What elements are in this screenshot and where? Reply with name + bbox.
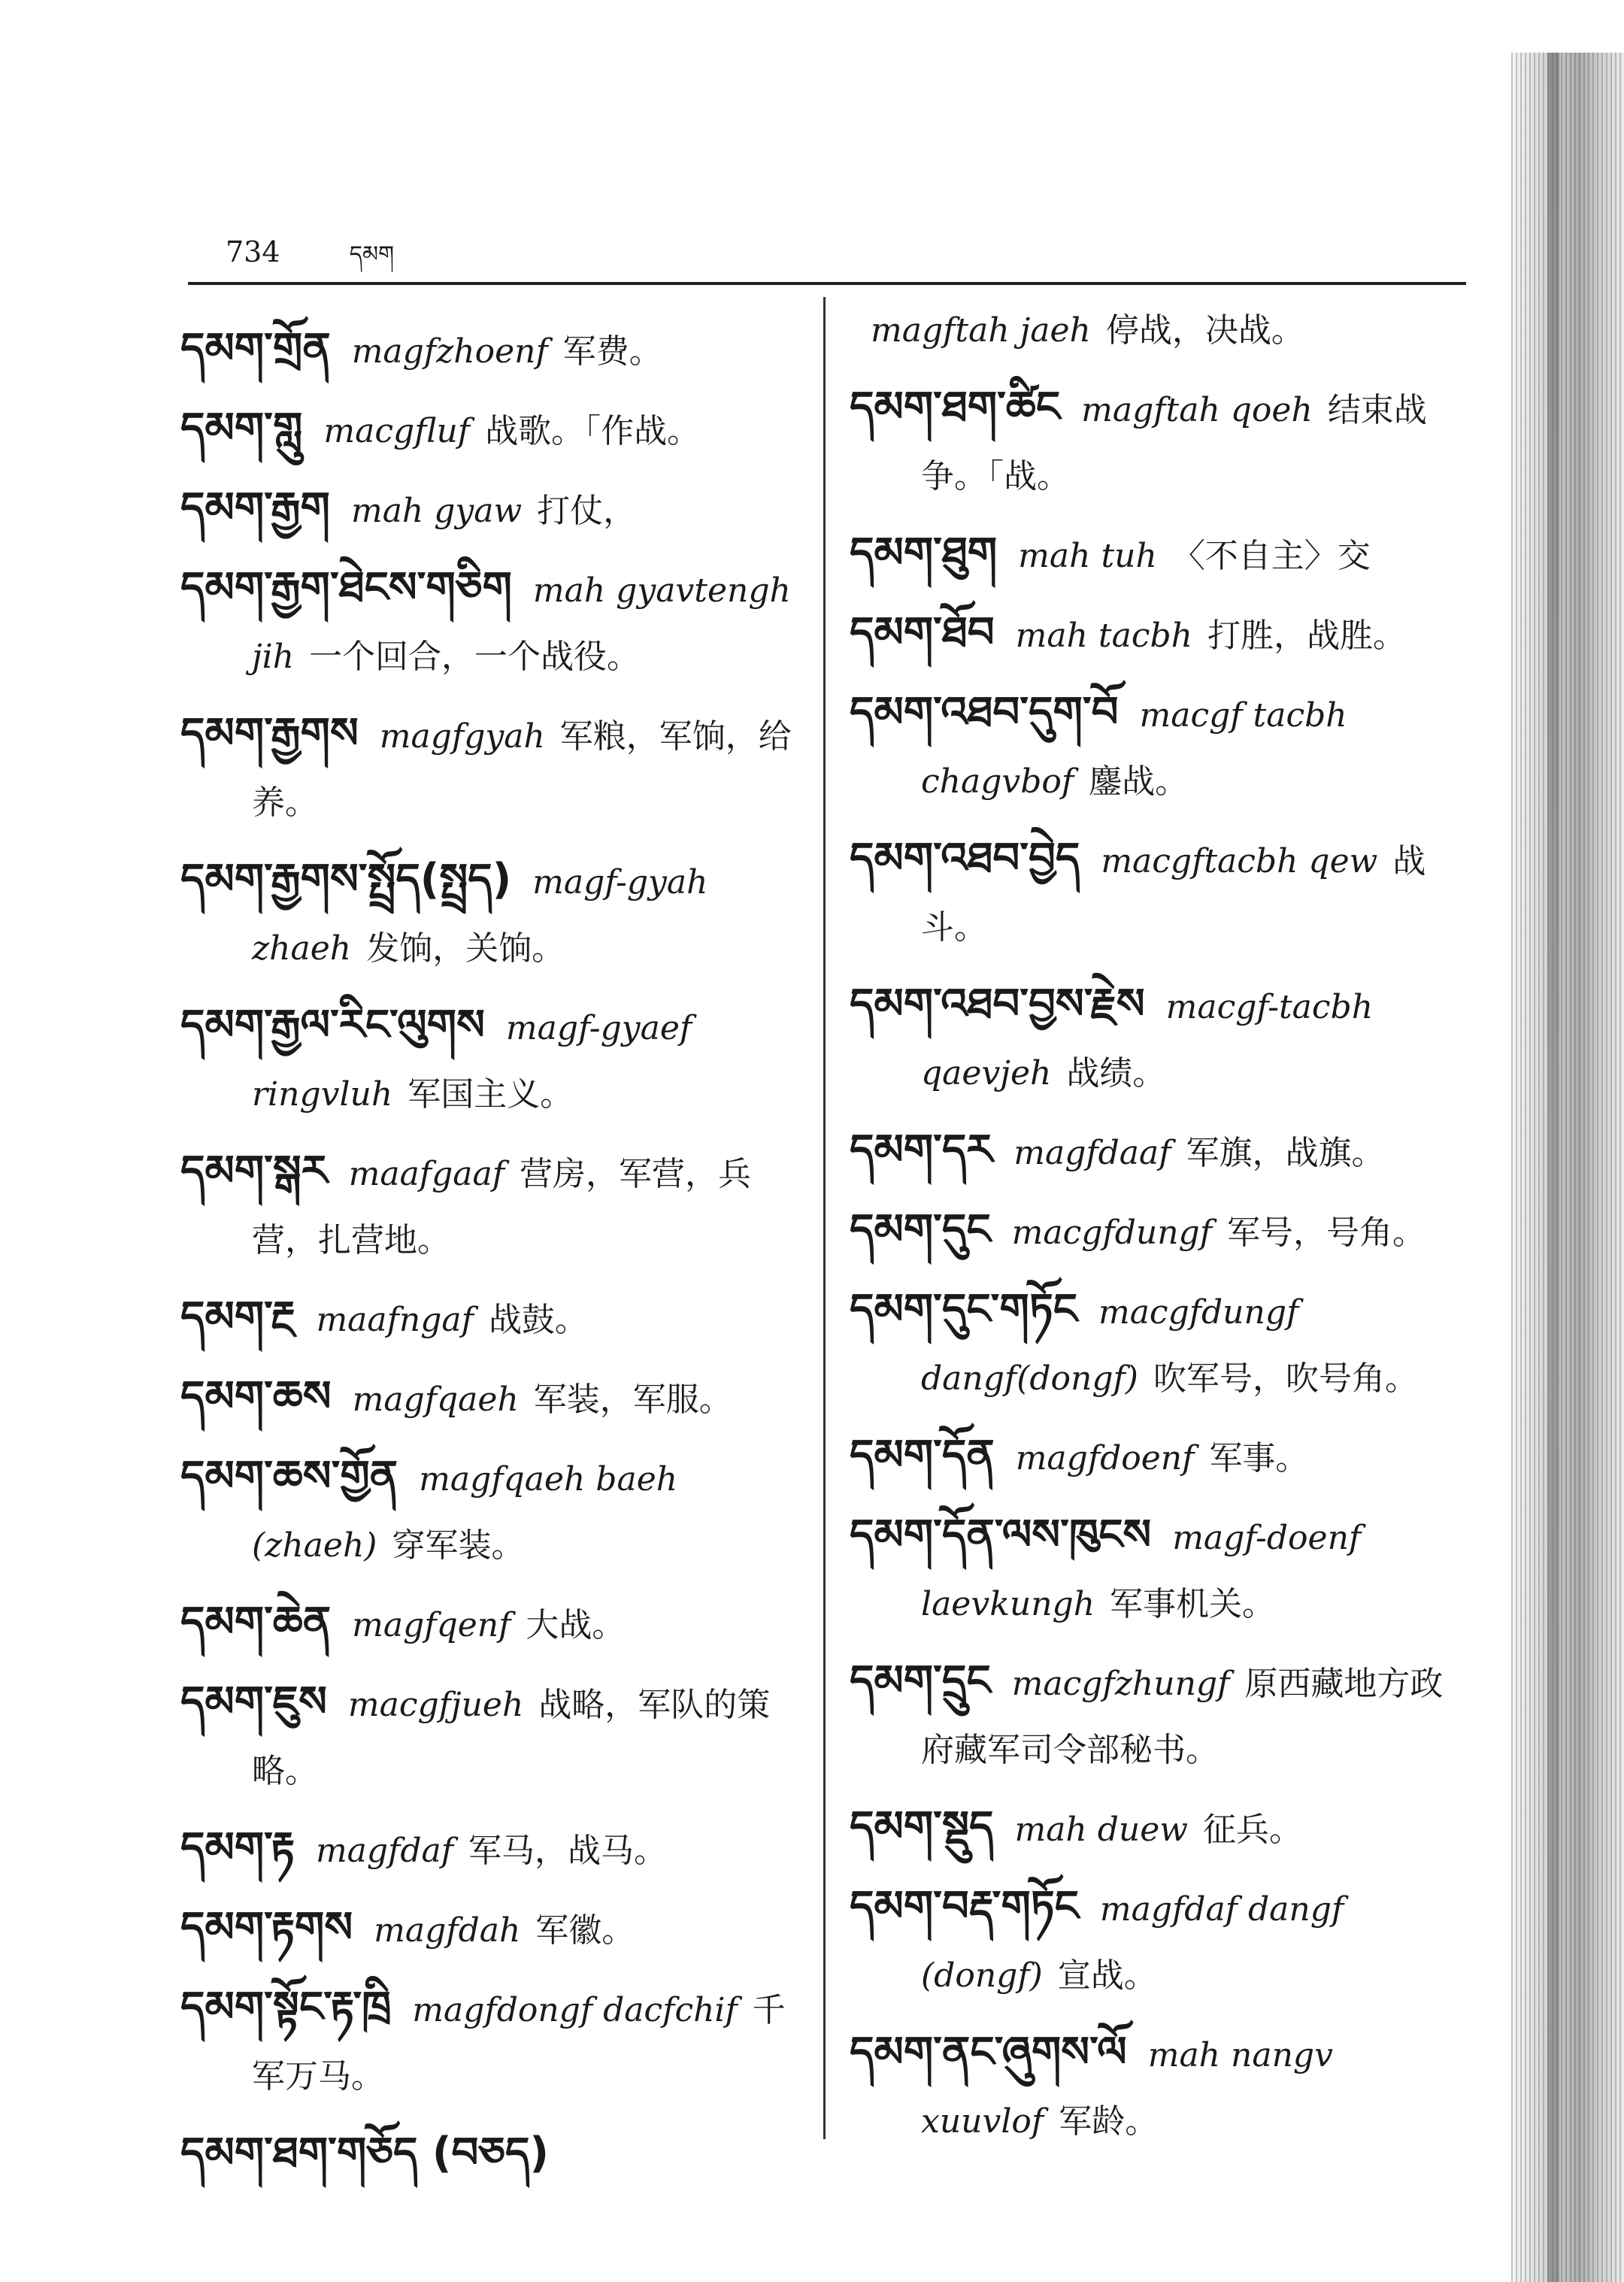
entry-romanization: magfdaaf: [1013, 1134, 1171, 1172]
dictionary-entry: [180, 847, 797, 982]
entry-headword: དམག་རྒྱལ་རིང་ལུགས: [180, 1001, 485, 1050]
entry-gloss: 战歌。「作战。: [485, 412, 701, 450]
entry-romanization: macgfdungf dangf(dongf): [921, 1293, 1299, 1398]
entry-headword: དམག་ཐག་ཚིང: [850, 383, 1061, 432]
entry-gloss: 千军万马。: [252, 1991, 786, 2096]
entry-romanization: magfqaeh baeh (zhaeh): [252, 1460, 678, 1565]
entry-gloss: 军号，号角。: [1227, 1214, 1426, 1252]
column-divider: [823, 297, 826, 2139]
entry-headword: དམག་བརྡ་གཏོང: [850, 1882, 1079, 1931]
entry-romanization: macgfdungf: [1011, 1214, 1212, 1252]
entry-gloss: 战绩。: [1066, 1054, 1166, 1093]
dictionary-entry: [850, 680, 1474, 815]
dictionary-entry: [850, 826, 1474, 961]
entry-gloss: 军粮，军饷，给养。: [252, 717, 792, 822]
entry-headword: དམག་རྒྱག: [180, 483, 330, 532]
entry-romanization: magf-doenf laevkungh: [921, 1519, 1362, 1623]
entry-romanization: mah gyavtengh jih: [252, 571, 791, 676]
dictionary-entry: [180, 1895, 797, 1964]
dictionary-entry: [850, 1502, 1474, 1638]
entry-headword: དམག་ཆེན: [180, 1598, 332, 1647]
dictionary-entry: [180, 1138, 797, 1274]
entry-romanization: macgf tacbh chagvbof: [921, 696, 1347, 801]
entry-headword: དམག་རྒྱགས: [180, 709, 359, 758]
dictionary-entry: [180, 1444, 797, 1579]
entry-headword: དམག་དོན: [850, 1431, 995, 1480]
running-head: དམག: [349, 241, 395, 268]
entry-gloss: 军国主义。: [408, 1075, 574, 1114]
entry-romanization: magftah qoeh: [1081, 391, 1313, 429]
entry-headword: དམག་དྲུང: [850, 1656, 991, 1705]
entry-gloss: 结束战争。「战。: [921, 391, 1427, 495]
left-column: [180, 316, 797, 2200]
entry-romanization: maafngaf: [316, 1301, 474, 1339]
entry-headword: དམག་ཆས: [180, 1372, 332, 1421]
entry-gloss: 吹军号，吹号角。: [1153, 1359, 1418, 1398]
entry-gloss: 战斗。: [921, 842, 1426, 947]
entry-romanization: macgfluf: [323, 412, 471, 450]
dictionary-entry: [850, 1277, 1474, 1412]
dictionary-entry: [180, 1590, 797, 1659]
entry-romanization: mah tacbh: [1015, 617, 1192, 655]
entry-headword: དམག་རྟ: [180, 1823, 295, 1872]
dictionary-entry: [180, 1364, 797, 1433]
entry-romanization: magftah jaeh: [871, 311, 1091, 350]
entry-headword: དམག་སྒར: [180, 1147, 328, 1196]
entry-gloss: 大战。: [526, 1606, 626, 1644]
entry-gloss: 战略，军队的策略。: [252, 1686, 771, 1790]
entry-headword: དམག་ཐོབ: [850, 608, 995, 657]
dictionary-entry: [180, 475, 797, 544]
dictionary-entry: [850, 971, 1474, 1107]
entry-gloss: 一个回合，一个战役。: [309, 638, 641, 676]
entry-gloss: 发饷，关饷。: [366, 929, 565, 968]
dictionary-entry: [850, 374, 1474, 510]
entry-headword: དམག་དར: [850, 1126, 993, 1174]
entry-headword: དམག་རྔ: [180, 1293, 295, 1341]
entry-headword: དམག་གླུ: [180, 404, 303, 453]
entry-headword: དམག་སྟོང་རྟ་ཁྲི: [180, 1983, 392, 2032]
entry-gloss: 征兵。: [1202, 1811, 1302, 1849]
dictionary-entry: [850, 295, 1474, 364]
dictionary-entry: [180, 1284, 797, 1353]
entry-romanization: macgfjueh: [347, 1686, 524, 1724]
entry-romanization: magfgyah: [379, 717, 545, 756]
entry-gloss: 军装，军服。: [533, 1380, 732, 1419]
page-number: 734: [226, 235, 280, 268]
entry-headword: དམག་འཐབ་བྱས་རྗེས: [850, 980, 1145, 1029]
entry-gloss: 打仗，: [537, 492, 637, 530]
entry-gloss: 军事机关。: [1110, 1585, 1276, 1623]
entry-romanization: magfzhoenf: [351, 332, 548, 371]
dictionary-entry: [850, 1874, 1474, 2009]
dictionary-entry: [180, 1815, 797, 1884]
entry-gloss: 军龄。: [1059, 2102, 1159, 2141]
dictionary-entry: [180, 1669, 797, 1805]
entry-headword: དམག་འཐབ་དུག་བོ: [850, 688, 1119, 737]
entry-gloss: 军徽。: [535, 1911, 635, 1950]
dictionary-entry: [180, 395, 797, 465]
entry-gloss: 原西藏地方政府藏军司令部秘书。: [921, 1665, 1444, 1769]
entry-romanization: maafgaaf: [348, 1155, 504, 1193]
entry-romanization: mah gyaw: [350, 492, 523, 530]
dictionary-entry: [180, 1974, 797, 2110]
dictionary-entry: [180, 993, 797, 1128]
entry-romanization: magf-gyah zhaeh: [252, 863, 708, 968]
entry-romanization: mah duew: [1014, 1811, 1188, 1849]
entry-gloss: 〈不自主〉交: [1171, 537, 1371, 575]
entry-gloss: 战鼓。: [488, 1301, 588, 1339]
dictionary-entry: [850, 1423, 1474, 1492]
entry-romanization: macgf-tacbh qaevjeh: [921, 988, 1374, 1093]
entry-gloss: 营房，军营，兵营，扎营地。: [252, 1155, 751, 1259]
entry-romanization: magfdaf: [315, 1832, 454, 1870]
entry-headword: དམག་རྟགས: [180, 1903, 353, 1952]
entry-gloss: 停战，决战。: [1105, 311, 1304, 350]
entry-gloss: 穿军装。: [392, 1526, 525, 1565]
entry-headword: དམག་དུང: [850, 1205, 991, 1254]
entry-headword: དམག་གྲོན: [180, 324, 331, 373]
entry-gloss: 军事。: [1209, 1439, 1309, 1477]
dictionary-entry: [850, 1648, 1474, 1783]
entry-gloss: 宣战。: [1057, 1956, 1157, 1995]
entry-headword: དམག་འཐབ་བྱེད: [850, 834, 1080, 883]
dictionary-entry: [180, 316, 797, 385]
entry-romanization: macgftacbh qew: [1101, 842, 1378, 880]
dictionary-entry: [180, 701, 797, 836]
entry-headword: དམག་དུང་གཏོང: [850, 1285, 1077, 1334]
entry-headword: དམག་ནང་ཞུགས་ལོ: [850, 2028, 1127, 2077]
entry-headword: དམག་ཐག་གཅོད (བཅད): [180, 2129, 550, 2177]
dictionary-entry: [180, 2120, 797, 2190]
entry-romanization: magfdongf dacfchif: [412, 1991, 738, 2029]
dictionary-entry: [850, 600, 1474, 669]
dictionary-entry: [850, 1117, 1474, 1186]
entry-romanization: mah nangv xuuvlof: [921, 2036, 1333, 2141]
entry-romanization: magfdoenf: [1015, 1439, 1195, 1477]
entry-headword: དམག་རྒྱག་ཐེངས་གཅིག: [180, 563, 512, 612]
entry-romanization: magfdaf dangf (dongf): [921, 1890, 1344, 1995]
page-edge-shadow: [1511, 53, 1624, 2282]
entry-romanization: macgfzhungf: [1011, 1665, 1230, 1703]
entry-gloss: 打胜，战胜。: [1207, 617, 1406, 655]
header-rule: [188, 282, 1466, 285]
right-column: [850, 295, 1474, 2165]
entry-romanization: magf-gyaef ringvluh: [252, 1009, 692, 1114]
entry-gloss: 军旗，战旗。: [1186, 1134, 1385, 1172]
entry-romanization: mah tuh: [1018, 537, 1157, 575]
entry-romanization: magfdah: [374, 1911, 521, 1950]
entry-headword: དམག་ཐུག: [850, 529, 998, 577]
entry-headword: དམག་ཆས་གྱོན: [180, 1452, 398, 1501]
entry-romanization: magfqenf: [352, 1606, 511, 1644]
entry-gloss: 军马，战马。: [468, 1832, 668, 1870]
dictionary-entry: [850, 1197, 1474, 1266]
entry-headword: དམག་ཇུས: [180, 1677, 327, 1726]
entry-headword: དམག་དོན་ལས་ཁུངས: [850, 1511, 1152, 1559]
entry-romanization: magfqaeh: [352, 1380, 519, 1419]
dictionary-entry: [180, 555, 797, 690]
entry-gloss: 鏖战。: [1089, 762, 1189, 801]
entry-headword: དམག་རྒྱགས་སྤྲོད(སྤྲད): [180, 855, 512, 904]
entry-gloss: 军费。: [562, 332, 662, 371]
dictionary-entry: [850, 1794, 1474, 1863]
dictionary-entry: [850, 2020, 1474, 2155]
dictionary-entry: [850, 520, 1474, 589]
entry-headword: དམག་སྡུད: [850, 1802, 994, 1851]
